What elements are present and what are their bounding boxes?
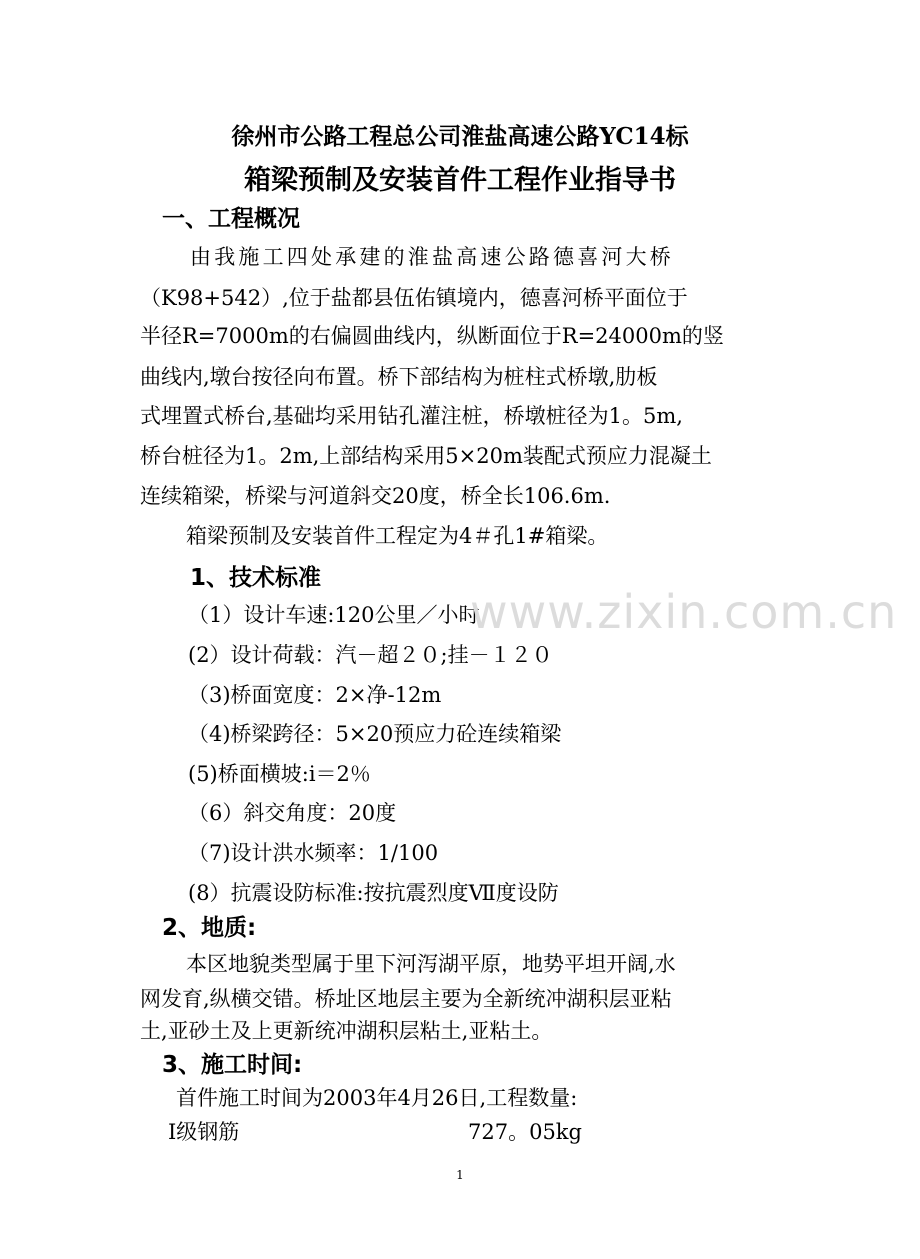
- quantity-row-label: Ⅰ级钢筋: [168, 1120, 240, 1144]
- section-heading-tech-standards: 1、技术标准: [190, 565, 322, 591]
- tech-item-5: (5)桥面横坡:i＝2％: [188, 762, 371, 786]
- section-heading-schedule: 3、施工时间:: [162, 1052, 303, 1078]
- overview-line-4: 曲线内,墩台按径向布置。桥下部结构为桩柱式桥墩,肋板: [140, 365, 658, 389]
- overview-line-1: [190, 241, 767, 271]
- schedule-line: 首件施工时间为2003年4月26日,工程数量:: [176, 1086, 578, 1110]
- tech-item-6: （6）斜交角度：20度: [188, 801, 397, 825]
- tech-item-3: （3)桥面宽度：2×净-12m: [188, 683, 442, 707]
- overview-line-3: 半径R=7000m的右偏圆曲线内，纵断面位于R=24000m的竖: [140, 324, 724, 348]
- tech-item-2: (2）设计荷载：汽－超２０;挂－１２０: [188, 643, 553, 667]
- tech-item-4: （4)桥梁跨径：5×20预应力砼连续箱梁: [188, 722, 562, 746]
- geology-line-1: 本区地貌类型属于里下河泻湖平原，地势平坦开阔,水: [186, 952, 676, 976]
- overview-line-6: 桥台桩径为1。2m,上部结构采用5×20m装配式预应力混凝土: [140, 444, 712, 468]
- tech-item-8: (8）抗震设防标准:按抗震烈度Ⅶ度设防: [188, 881, 559, 905]
- section-heading-overview: 一、工程概况: [162, 206, 300, 232]
- overview-paragraph-2: 箱梁预制及安装首件工程定为4＃孔1#箱梁。: [186, 524, 609, 548]
- section-heading-geology: 2、地质:: [162, 915, 257, 941]
- document-subtitle: 箱梁预制及安装首件工程作业指导书: [244, 165, 676, 196]
- overview-text-1: 由我施工四处承建的淮盐高速公路德喜河大桥: [190, 245, 674, 269]
- geology-line-3: 土,亚砂土及上更新统冲湖积层粘土,亚粘土。: [140, 1019, 553, 1043]
- page-number: 1: [456, 1168, 464, 1182]
- geology-line-2: 网发育,纵横交错。桥址区地层主要为全新统冲湖积层亚粘: [140, 987, 672, 1011]
- overview-line-5: 式埋置式桥台,基础均采用钻孔灌注桩，桥墩桩径为1。5m,: [140, 404, 683, 428]
- tech-item-1: （1）设计车速:120公里／小时,: [188, 603, 487, 627]
- quantity-row-value: 727。05kg: [468, 1120, 582, 1144]
- overview-line-2: （K98+542）,位于盐都县伍佑镇境内，德喜河桥平面位于: [140, 286, 688, 310]
- watermark: www.zixin.com.cn: [470, 585, 898, 639]
- tech-item-7: （7)设计洪水频率：1/100: [188, 841, 439, 865]
- document-title: 徐州市公路工程总公司淮盐高速公路YC14标: [231, 123, 689, 150]
- overview-line-7: 连续箱梁，桥梁与河道斜交20度，桥全长106.6m.: [140, 484, 611, 508]
